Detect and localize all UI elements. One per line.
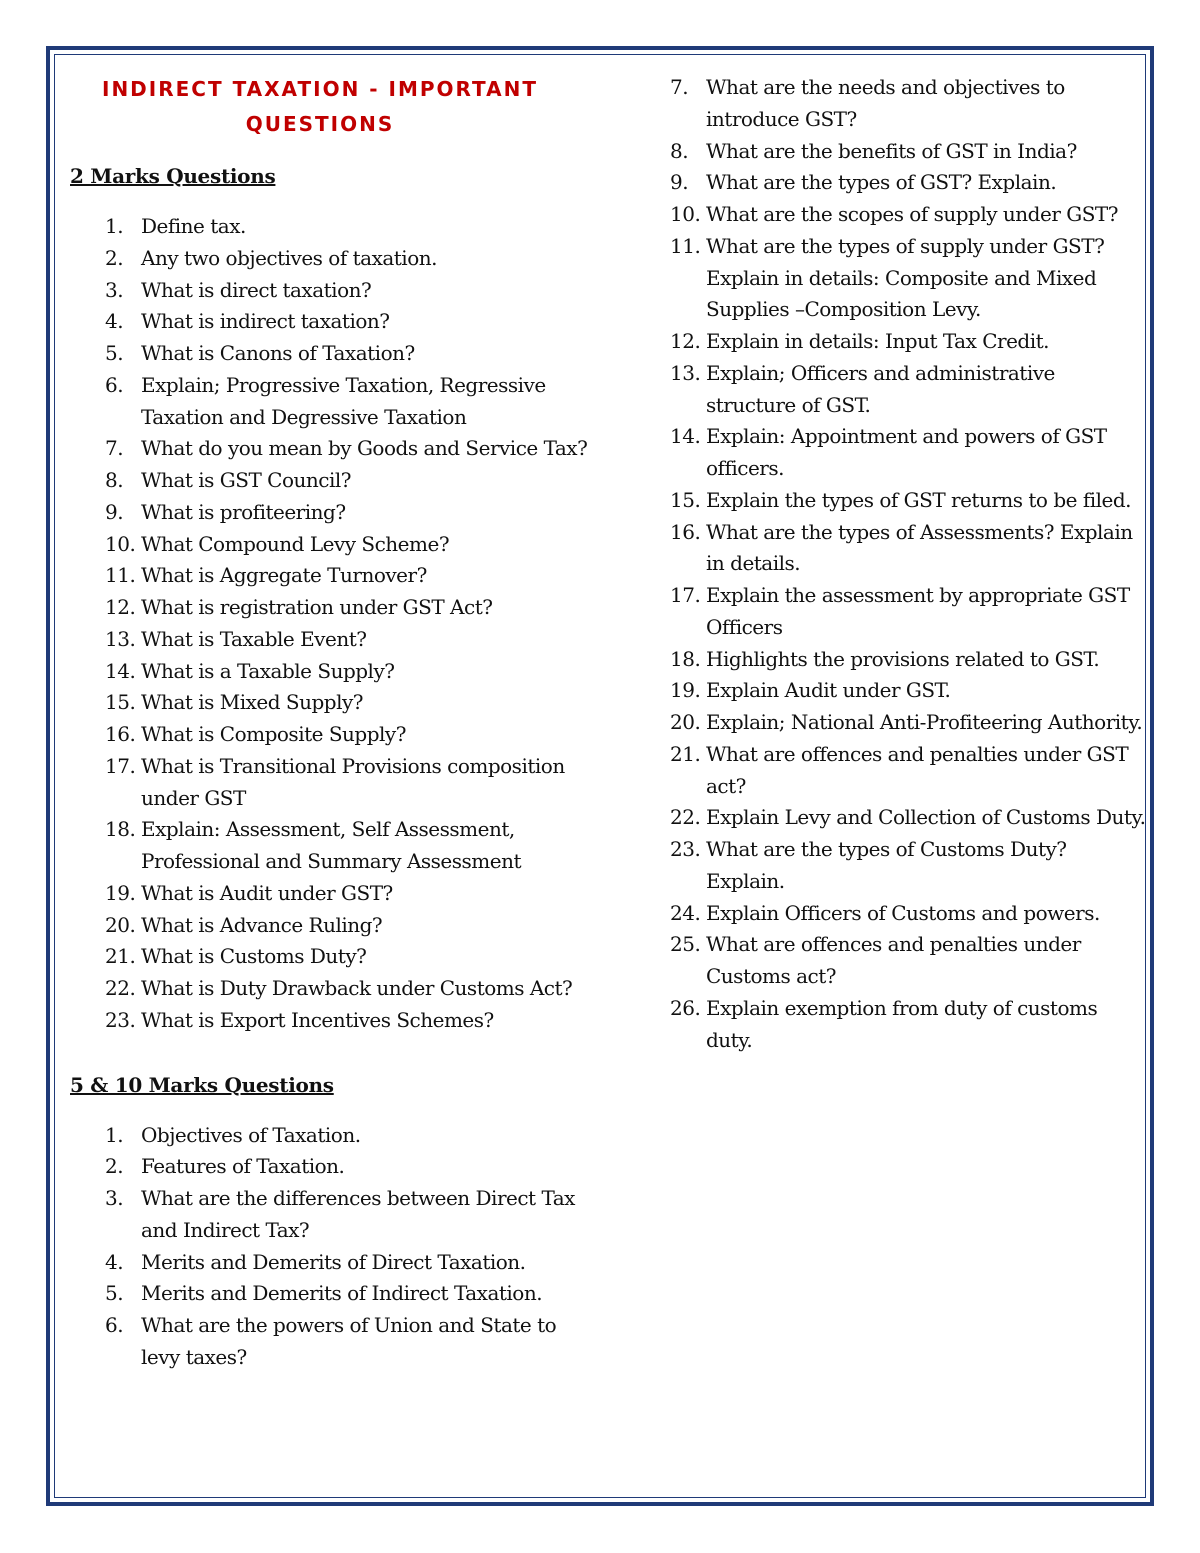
question-item (666, 199, 1146, 231)
question-text: What is Customs Duty? (141, 944, 367, 969)
question-item (70, 814, 590, 878)
question-text: What are the types of Assessments? Explain in details. (706, 519, 1133, 576)
question-number: 12. (670, 329, 701, 353)
question-text: What is profiteering? (141, 499, 346, 524)
question-number: 24. (670, 900, 701, 925)
question-number: 23. (105, 1007, 136, 1032)
question-item (70, 592, 590, 624)
question-item (70, 1247, 590, 1279)
question-text: What are offences and penalties under Customs act? (706, 932, 1081, 988)
question-text: Explain Officers of Customs and powers. (706, 900, 1100, 925)
question-number: 14. (105, 658, 136, 683)
question-item (666, 707, 1146, 739)
question-item (70, 243, 590, 275)
question-text: Explain: Appointment and powers of GST officers. (706, 424, 1107, 480)
question-item (70, 719, 590, 751)
question-text: What is a Taxable Supply? (141, 658, 395, 683)
question-text: What is Audit under GST? (141, 880, 393, 905)
question-number: 8. (105, 468, 124, 492)
question-item (70, 656, 590, 688)
question-item (70, 687, 590, 719)
question-number: 6. (105, 1313, 124, 1337)
five-ten-marks-list-part1 (70, 1120, 590, 1374)
question-item (70, 433, 590, 465)
question-item (666, 580, 1146, 644)
question-number: 26. (670, 995, 701, 1020)
question-text: What is Aggregate Turnover? (141, 563, 427, 588)
question-item (666, 167, 1146, 199)
question-number: 23. (670, 837, 701, 861)
question-text: Merits and Demerits of Indirect Taxation. (141, 1281, 543, 1306)
question-text: What is registration under GST Act? (141, 595, 493, 619)
question-text: What is indirect taxation? (141, 309, 390, 334)
question-number: 1. (105, 1122, 124, 1147)
question-item (70, 1310, 590, 1374)
question-number: 5. (105, 341, 124, 365)
question-number: 11. (105, 563, 136, 588)
question-item (666, 136, 1146, 168)
question-item (70, 465, 590, 497)
question-item (70, 497, 590, 529)
question-number: 15. (105, 690, 136, 715)
question-item (70, 560, 590, 592)
question-text: Features of Taxation. (141, 1154, 345, 1179)
question-number: 12. (105, 595, 136, 619)
question-number: 4. (105, 309, 124, 334)
question-number: 19. (105, 880, 136, 905)
question-text: What are offences and penalties under GST act? (706, 741, 1129, 798)
question-number: 21. (105, 944, 136, 969)
right-column (666, 72, 1146, 1056)
question-text: Explain; Progressive Taxation, Regressive Taxation and Degressive Taxation (141, 372, 546, 429)
question-item (666, 517, 1146, 581)
question-text: What are the scopes of supply under GST? (706, 202, 1118, 226)
question-text: What are the needs and objectives to introduce GST? (706, 75, 1065, 131)
question-text: Explain: Assessment, Self Assessment, Professional and Summary Assessment (141, 817, 521, 873)
question-item (70, 878, 590, 910)
question-number: 18. (670, 646, 701, 671)
question-item (666, 675, 1146, 707)
question-number: 20. (670, 710, 701, 734)
question-number: 2. (105, 245, 124, 270)
document-title: INDIRECT TAXATION - IMPORTANT QUESTIONS (102, 77, 538, 136)
question-text: Explain the types of GST returns to be filed. (706, 487, 1132, 512)
question-number: 17. (105, 753, 136, 778)
question-item (70, 1005, 590, 1037)
question-number: 13. (670, 360, 701, 385)
question-number: 22. (670, 805, 701, 830)
question-number: 7. (670, 75, 689, 99)
question-item (70, 1278, 590, 1310)
question-number: 14. (670, 424, 701, 449)
question-text: What are the types of Customs Duty? Explain. (706, 837, 1067, 893)
question-item (666, 485, 1146, 517)
question-item (70, 1120, 590, 1152)
question-text: What Compound Levy Scheme? (141, 531, 450, 556)
question-text: Explain exemption from duty of customs duty. (706, 995, 1098, 1052)
question-item (70, 211, 590, 243)
question-item (70, 910, 590, 942)
question-number: 2. (105, 1154, 124, 1179)
question-text: What is Canons of Taxation? (141, 341, 415, 365)
question-item (666, 326, 1146, 358)
question-text: Any two objectives of taxation. (141, 245, 437, 270)
question-number: 10. (105, 531, 136, 556)
question-number: 25. (670, 932, 701, 957)
question-number: 3. (105, 277, 124, 302)
question-number: 13. (105, 626, 136, 651)
question-item (666, 898, 1146, 930)
two-marks-list (70, 211, 590, 1037)
question-item (70, 624, 590, 656)
question-number: 22. (105, 976, 136, 1000)
question-text: What is Taxable Event? (141, 626, 367, 651)
question-text: What is Advance Ruling? (141, 912, 383, 937)
question-text: Explain the assessment by appropriate GST Officers (706, 583, 1130, 639)
question-text: Explain; Officers and administrative structure of GST. (706, 360, 1055, 417)
question-item (70, 1151, 590, 1183)
question-text: What is GST Council? (141, 468, 351, 492)
question-text: What are the types of GST? Explain. (706, 170, 1057, 195)
question-item (70, 1183, 590, 1247)
question-number: 3. (105, 1186, 124, 1210)
question-text: Merits and Demerits of Direct Taxation. (141, 1249, 526, 1274)
question-item (70, 338, 590, 370)
question-item (70, 275, 590, 307)
question-text: Explain Levy and Collection of Customs Duty. (706, 805, 1146, 830)
question-item (70, 973, 590, 1005)
question-item (666, 802, 1146, 834)
question-text: Define tax. (141, 214, 246, 238)
question-text: What are the differences between Direct Tax and Indirect Tax? (141, 1186, 575, 1242)
question-text: What do you mean by Goods and Service Tax? (141, 436, 588, 461)
question-number: 1. (105, 214, 124, 238)
question-text: What are the powers of Union and State to levy taxes? (141, 1313, 557, 1369)
question-item (70, 751, 590, 815)
question-number: 16. (105, 722, 136, 746)
question-number: 9. (670, 170, 689, 195)
question-item (70, 529, 590, 561)
question-number: 9. (105, 499, 124, 524)
question-number: 16. (670, 519, 701, 544)
question-item (666, 72, 1146, 136)
question-number: 20. (105, 912, 136, 937)
question-item (666, 834, 1146, 898)
question-text: What is Mixed Supply? (141, 690, 364, 715)
question-item (666, 358, 1146, 422)
question-text: What is Duty Drawback under Customs Act? (141, 976, 573, 1000)
left-column (70, 72, 590, 1374)
question-item (666, 929, 1146, 993)
question-item (666, 644, 1146, 676)
question-text: Explain in details: Input Tax Credit. (706, 329, 1050, 353)
question-text: What is Transitional Provisions composition under GST (141, 753, 565, 810)
question-text: What is Composite Supply? (141, 722, 406, 746)
question-number: 5. (105, 1281, 124, 1306)
question-item (666, 993, 1146, 1057)
question-number: 19. (670, 678, 701, 703)
question-text: Highlights the provisions related to GST. (706, 646, 1100, 671)
question-number: 18. (105, 817, 136, 842)
question-number: 10. (670, 202, 701, 226)
question-number: 21. (670, 741, 701, 766)
question-text: Explain; National Anti-Profiteering Authority. (706, 710, 1143, 734)
question-item (666, 739, 1146, 803)
question-number: 7. (105, 436, 124, 461)
question-text: What is Export Incentives Schemes? (141, 1007, 494, 1032)
question-number: 4. (105, 1249, 124, 1274)
question-number: 11. (670, 233, 701, 258)
question-number: 8. (670, 138, 689, 163)
question-number: 15. (670, 487, 701, 512)
question-item (666, 231, 1146, 326)
question-text: What are the benefits of GST in India? (706, 138, 1077, 163)
two-marks-heading: 2 Marks Questions (70, 164, 276, 188)
question-number: 17. (670, 583, 701, 607)
question-item (70, 941, 590, 973)
five-ten-marks-heading: 5 & 10 Marks Questions (70, 1072, 334, 1097)
question-text: Explain Audit under GST. (706, 678, 951, 703)
question-text: What are the types of supply under GST? Explain in details: Composite and Mixed Supplies –Composition Levy. (706, 233, 1105, 322)
question-text: What is direct taxation? (141, 277, 372, 302)
question-text: Objectives of Taxation. (141, 1122, 361, 1147)
five-ten-marks-list-part2 (666, 72, 1146, 1056)
question-number: 6. (105, 372, 124, 397)
question-item (70, 306, 590, 338)
question-item (666, 421, 1146, 485)
question-item (70, 370, 590, 434)
